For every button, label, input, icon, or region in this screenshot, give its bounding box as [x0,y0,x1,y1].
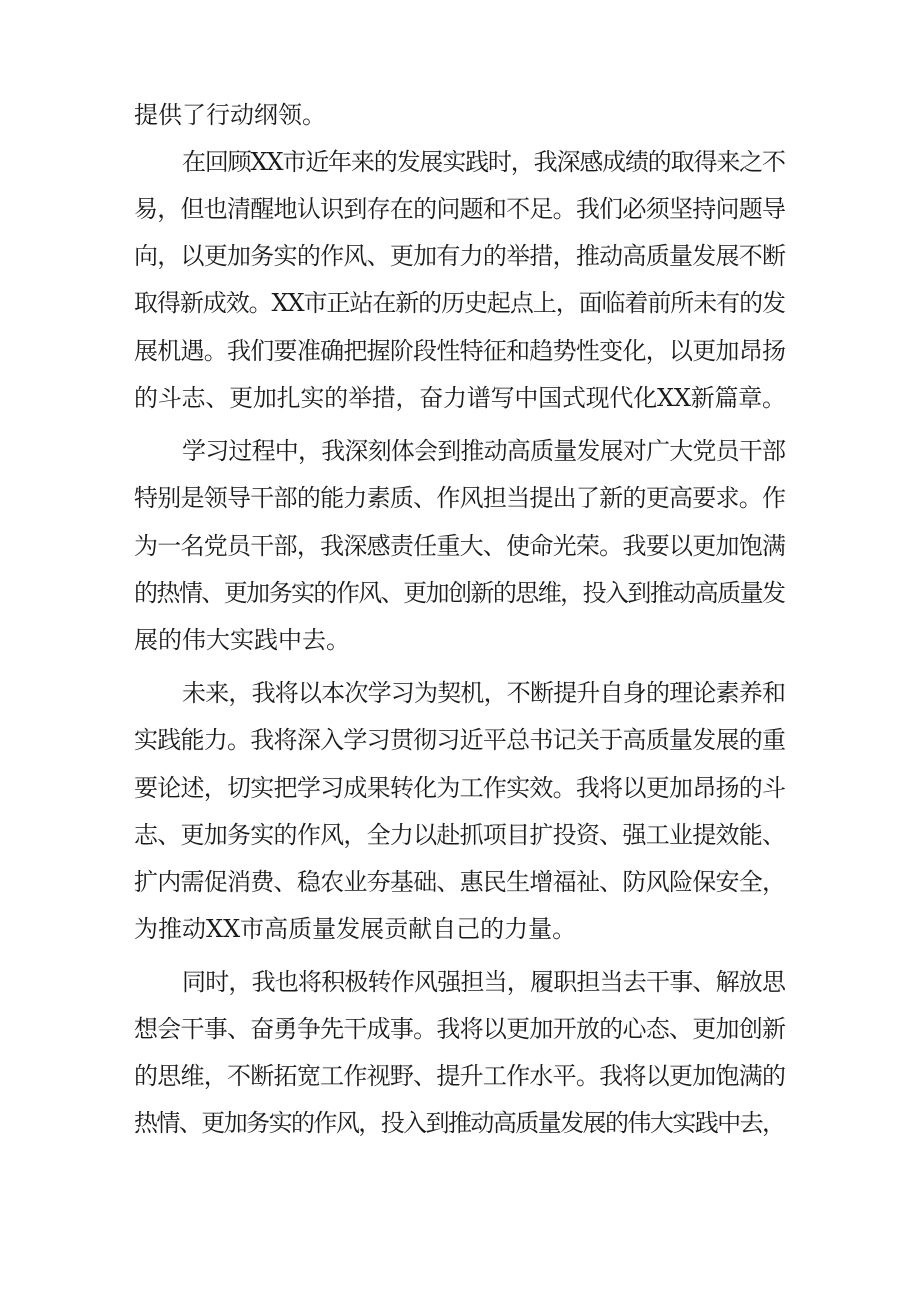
text-line [0,523,920,569]
line-text: 为推动XX市高质量发展贡献自己的力量。 [134,915,577,943]
line-text: 想会干事、奋勇争先干成事。我将以更加开放的心态、更加创新 [134,1015,786,1043]
text-line [0,765,920,811]
text-line [0,812,920,858]
line-text: 实践能力。我将深入学习贯彻习近平总书记关于高质量发展的重 [134,726,786,754]
line-text: 展的伟大实践中去。 [134,626,350,654]
text-line [0,428,920,474]
line-text: 的斗志、更加扎实的举措，奋力谱写中国式现代化XX新篇章。 [134,384,786,412]
line-text: 热情、更加务实的作风，投入到推动高质量发展的伟大实践中去， [134,1109,785,1137]
text-line [0,139,920,185]
text-line [0,475,920,521]
line-text: 向，以更加务实的作风、更加有力的举措，推动高质量发展不断 [134,242,786,270]
text-line [0,375,920,421]
text-line [0,1006,920,1052]
line-text: 取得新成效。XX市正站在新的历史起点上，面临着前所未有的发 [134,289,785,317]
text-line [0,92,920,138]
line-text: 易，但也清醒地认识到存在的问题和不足。我们必须坚持问题导 [134,195,786,223]
text-line [0,280,920,326]
text-line [0,859,920,905]
line-text: 展机遇。我们要准确把握阶段性特征和趋势性变化，以更加昂扬 [134,337,786,365]
text-line [0,233,920,279]
line-text: 的热情、更加务实的作风、更加创新的思维，投入到推动高质量发 [134,579,785,607]
line-text: 志、更加务实的作风，全力以赴抓项目扩投资、强工业提效能、 [134,821,786,849]
text-line [0,1053,920,1099]
line-text: 的思维，不断拓宽工作视野、提升工作水平。我将以更加饱满的 [134,1062,786,1090]
line-text: 提供了行动纲领。 [134,101,326,129]
text-line [0,617,920,663]
text-line [0,717,920,763]
line-text: 同时，我也将积极转作风强担当，履职担当去干事、解放思 [182,968,786,996]
line-text: 为一名党员干部，我深感责任重大、使命光荣。我要以更加饱满 [134,532,786,560]
line-text: 在回顾XX市近年来的发展实践时，我深感成绩的取得来之不 [182,148,785,176]
text-line [0,670,920,716]
text-line [0,570,920,616]
line-text: 学习过程中，我深刻体会到推动高质量发展对广大党员干部 [182,437,786,465]
line-text: 要论述，切实把学习成果转化为工作实效。我将以更加昂扬的斗 [134,774,786,802]
line-text: 特别是领导干部的能力素质、作风担当提出了新的更高要求。作 [134,484,786,512]
line-text: 未来，我将以本次学习为契机，不断提升自身的理论素养和 [182,679,786,707]
text-line [0,906,920,952]
line-text: 扩内需促消费、稳农业夯基础、惠民生增福祉、防风险保安全， [134,868,786,896]
text-line [0,328,920,374]
text-line [0,1100,920,1146]
text-line [0,959,920,1005]
text-line [0,186,920,232]
